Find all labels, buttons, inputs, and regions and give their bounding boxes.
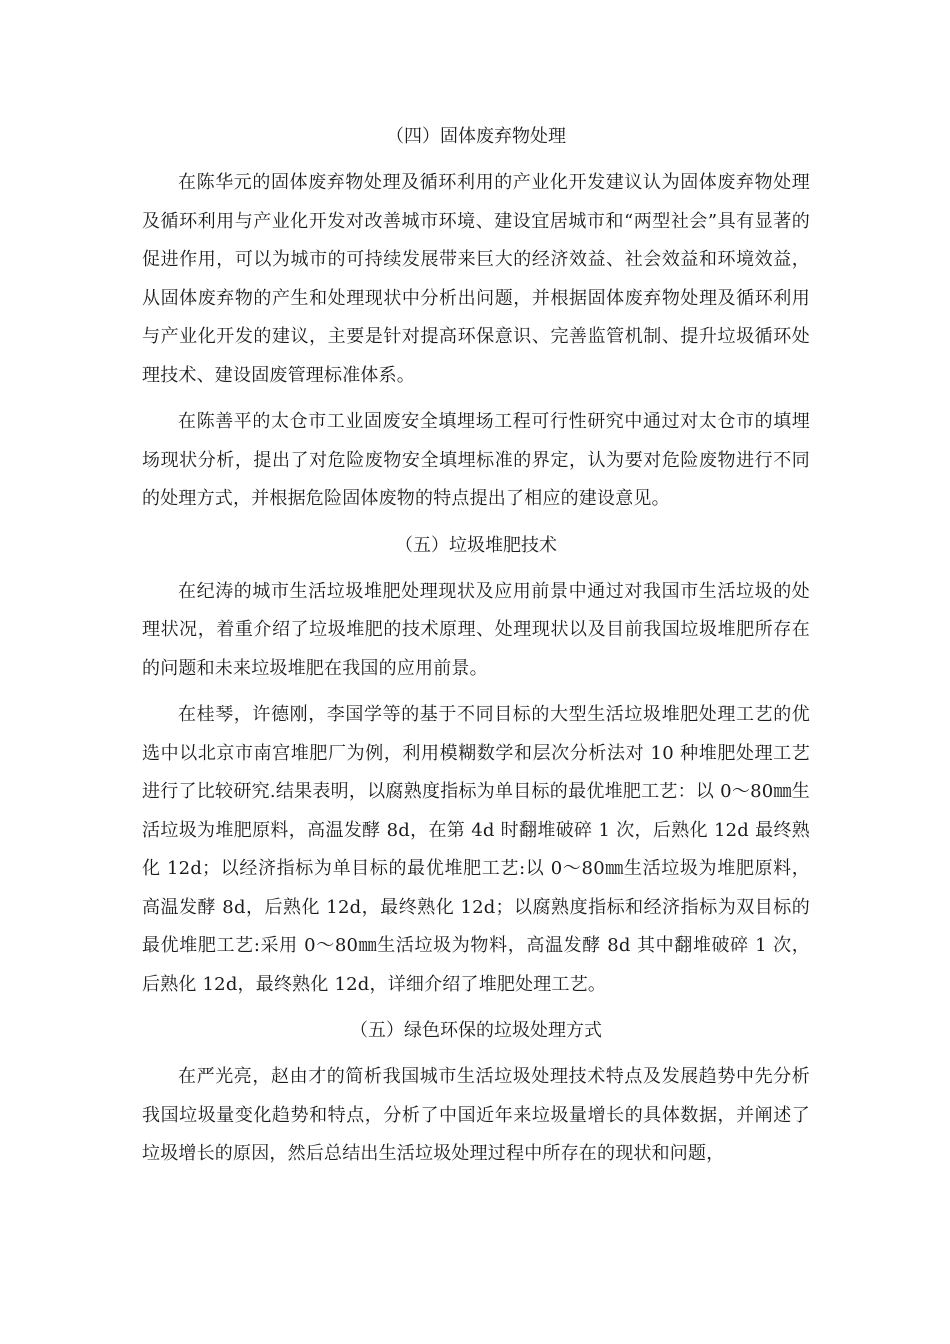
section-solid-waste: [142, 118, 810, 519]
paragraph: 在桂琴，许德刚，李国学等的基于不同目标的大型生活垃圾堆肥处理工艺的优选中以北京市南宫堆肥厂为例，利用模糊数学和层次分析法对 10 种堆肥处理工艺进行了比较研究.结果表明，以腐熟度指标为单目标的最优堆肥工艺：以 0～80㎜生活垃圾为堆肥原料，高温发酵 8d，在第 4d 时翻堆破碎 1 次，后熟化 12d 最终熟化 12d；以经济指标为单目标的最优堆肥工艺:以 0～80㎜生活垃圾为堆肥原料，高温发酵 8d，后熟化 12d，最终熟化 12d；以腐熟度指标和经济指标为双目标的最优堆肥工艺:采用 0～80㎜生活垃圾为物料，高温发酵 8d 其中翻堆破碎 1 次，后熟化 12d，最终熟化 12d，详细介绍了堆肥处理工艺。: [142, 704, 810, 995]
document-page: [142, 118, 810, 1182]
paragraph: 在纪涛的城市生活垃圾堆肥处理现状及应用前景中通过对我国市生活垃圾的处理状况，着重介绍了垃圾堆肥的技术原理、处理现状以及目前我国垃圾堆肥所存在的问题和未来垃圾堆肥在我国的应用前景。: [142, 580, 810, 679]
paragraph: 在严光亮，赵由才的简析我国城市生活垃圾处理技术特点及发展趋势中先分析我国垃圾量变化趋势和特点，分析了中国近年来垃圾量增长的具体数据，并阐述了垃圾增长的原因，然后总结出生活垃圾处理过程中所存在的现状和问题，: [142, 1066, 810, 1164]
section-heading: （五）绿色环保的垃圾处理方式: [350, 1020, 602, 1041]
section-heading: （四）固体废弃物处理: [386, 126, 566, 147]
section-composting: [142, 527, 810, 1005]
section-green-disposal: [142, 1012, 810, 1174]
section-heading: （五）垃圾堆肥技术: [395, 534, 557, 556]
paragraph: 在陈善平的太仓市工业固废安全填埋场工程可行性研究中通过对太仓市的填埋场现状分析，提出了对危险废物安全填埋标准的界定，认为要对危险废物进行不同的处理方式，并根据危险固体废物的特点提出了相应的建设意见。: [142, 411, 810, 509]
paragraph: 在陈华元的固体废弃物处理及循环利用的产业化开发建议认为固体废弃物处理及循环利用与产业化开发对改善城市环境、建设宜居城市和“两型社会”具有显著的促进作用，可以为城市的可持续发展带来巨大的经济效益、社会效益和环境效益，从固体废弃物的产生和处理现状中分析出问题，并根据固体废弃物处理及循环利用与产业化开发的建议，主要是针对提高环保意识、完善监管机制、提升垃圾循环处理技术、建设固废管理标准体系。: [142, 172, 810, 386]
